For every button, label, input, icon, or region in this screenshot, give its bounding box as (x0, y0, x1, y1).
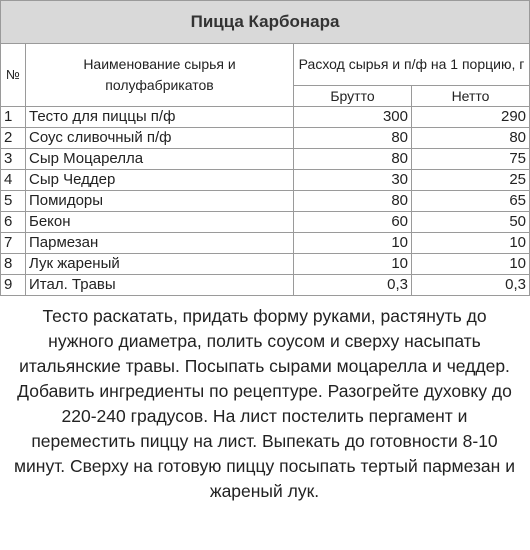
table-row (1, 149, 530, 170)
net-weight: 50 (412, 212, 530, 233)
row-number: 4 (1, 170, 26, 191)
gross-weight: 80 (294, 191, 412, 212)
gross-weight: 300 (294, 107, 412, 128)
table-row (1, 191, 530, 212)
row-number: 5 (1, 191, 26, 212)
header-ingredient-name: Наименование сырья и полуфабрикатов (26, 44, 294, 107)
header-gross: Брутто (294, 86, 412, 107)
net-weight: 25 (412, 170, 530, 191)
header-net: Нетто (412, 86, 530, 107)
table-row (1, 107, 530, 128)
ingredient-name: Сыр Чеддер (26, 170, 294, 191)
gross-weight: 0,3 (294, 275, 412, 296)
gross-weight: 80 (294, 149, 412, 170)
header-number: № (1, 44, 26, 107)
row-number: 3 (1, 149, 26, 170)
table-row (1, 128, 530, 149)
net-weight: 10 (412, 233, 530, 254)
row-number: 7 (1, 233, 26, 254)
header-row-top (1, 44, 530, 86)
ingredient-name: Соус сливочный п/ф (26, 128, 294, 149)
ingredient-name: Бекон (26, 212, 294, 233)
gross-weight: 30 (294, 170, 412, 191)
table-row (1, 170, 530, 191)
net-weight: 75 (412, 149, 530, 170)
table-row (1, 233, 530, 254)
row-number: 6 (1, 212, 26, 233)
net-weight: 0,3 (412, 275, 530, 296)
gross-weight: 60 (294, 212, 412, 233)
row-number: 8 (1, 254, 26, 275)
table-row (1, 275, 530, 296)
title-row (1, 1, 530, 44)
header-consumption: Расход сырья и п/ф на 1 порцию, г (294, 44, 530, 86)
cooking-instructions: Тесто раскатать, придать форму руками, растянуть до нужного диаметра, полить соусом и сверху насыпать итальянские травы. Посыпать сырами моцарелла и чеддер. Добавить ингредиенты по рецептуре. Разогрейте духовку до 220-240 градусов. На лист постелить пергамент и переместить пиццу на лист. Выпекать до готовности 8-10 минут. Сверху на готовую пиццу посыпать тертый пармезан и жареный лук. (14, 306, 515, 501)
net-weight: 290 (412, 107, 530, 128)
gross-weight: 10 (294, 233, 412, 254)
gross-weight: 10 (294, 254, 412, 275)
row-number: 2 (1, 128, 26, 149)
row-number: 9 (1, 275, 26, 296)
gross-weight: 80 (294, 128, 412, 149)
ingredient-name: Лук жареный (26, 254, 294, 275)
net-weight: 10 (412, 254, 530, 275)
ingredient-name: Итал. Травы (26, 275, 294, 296)
table-row (1, 254, 530, 275)
ingredient-name: Тесто для пиццы п/ф (26, 107, 294, 128)
net-weight: 65 (412, 191, 530, 212)
row-number: 1 (1, 107, 26, 128)
ingredient-name: Пармезан (26, 233, 294, 254)
table-row (1, 212, 530, 233)
ingredient-name: Помидоры (26, 191, 294, 212)
net-weight: 80 (412, 128, 530, 149)
page-title: Пицца Карбонара (1, 1, 530, 44)
ingredient-name: Сыр Моцарелла (26, 149, 294, 170)
